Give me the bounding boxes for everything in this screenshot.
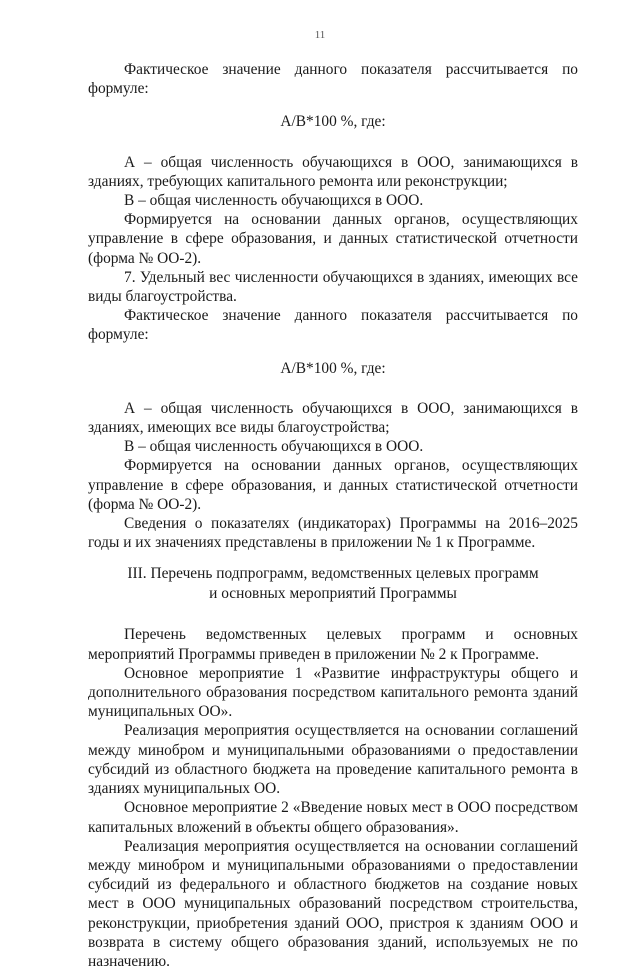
formula-2: A/B*100 %, где: <box>280 359 386 377</box>
paragraph-indicator-7: 7. Удельный вес численности обучающихся в зданиях, имеющих все виды благоустройства. <box>88 268 578 306</box>
paragraph-measure-2: Основное мероприятие 2 «Введение новых мест в ООО посредством капитальных вложений в объекты общего образования». <box>88 799 578 836</box>
document-body <box>88 60 578 971</box>
section-heading-line-1: III. Перечень подпрограмм, ведомственных целевых программ <box>127 565 539 583</box>
page-number: 11 <box>314 29 326 41</box>
paragraph-definition-b-2: В – общая численность обучающихся в ООО. <box>124 438 424 456</box>
formula-1: A/B*100 %, где: <box>280 113 386 131</box>
paragraph-formula-intro-1: Фактическое значение данного показателя рассчитывается по формуле: <box>88 61 578 98</box>
section-heading-line-2: и основных мероприятий Программы <box>209 585 457 603</box>
section-heading <box>88 564 578 604</box>
paragraph-programs-list: Перечень ведомственных целевых программ и основных мероприятий Программы приведен в приложении № 2 к Программе. <box>88 626 578 663</box>
paragraph-definition-a-1: А – общая численность обучающихся в ООО, занимающихся в зданиях, требующих капитального ремонта или реконструкции; <box>88 153 578 190</box>
paragraph-definition-a-2: А – общая численность обучающихся в ООО, занимающихся в зданиях, имеющих все виды благоустройства; <box>88 399 578 437</box>
paragraph-definition-b-1: В – общая численность обучающихся в ООО. <box>124 192 424 210</box>
paragraph-measure-2-implementation: Реализация мероприятия осуществляется на основании соглашений между минобром и муниципальными образованиями о предоставлении субсидий из федерального и областного бюджетов на создание новых мест в ООО муниципальных образований посредством строительства, реконструкции, приобретения зданий ООО, пристроя к зданиям ООО и возврата в систему общего образования зданий, используемых не по назначению. <box>88 837 578 970</box>
paragraph-indicators-info: Сведения о показателях (индикаторах) Программы на 2016–2025 годы и их значениях представлены в приложении № 1 к Программе. <box>88 515 578 552</box>
paragraph-formula-intro-2: Фактическое значение данного показателя рассчитывается по формуле: <box>88 307 578 344</box>
paragraph-source-2: Формируется на основании данных органов, осуществляющих управление в сфере образования, и данных статистической отчетности (форма № ОО-2). <box>88 457 578 513</box>
paragraph-measure-1-implementation: Реализация мероприятия осуществляется на основании соглашений между минобром и муниципальными образованиями о предоставлении субсидий из областного бюджета на проведение капитального ремонта в зданиях муниципальных ОО. <box>88 722 578 798</box>
paragraph-source-1: Формируется на основании данных органов, осуществляющих управление в сфере образования, и данных статистической отчетности (форма № ОО-2). <box>88 211 578 267</box>
paragraph-measure-1: Основное мероприятие 1 «Развитие инфраструктуры общего и дополнительного образования посредством капитального ремонта зданий муниципальных ОО». <box>88 664 578 721</box>
